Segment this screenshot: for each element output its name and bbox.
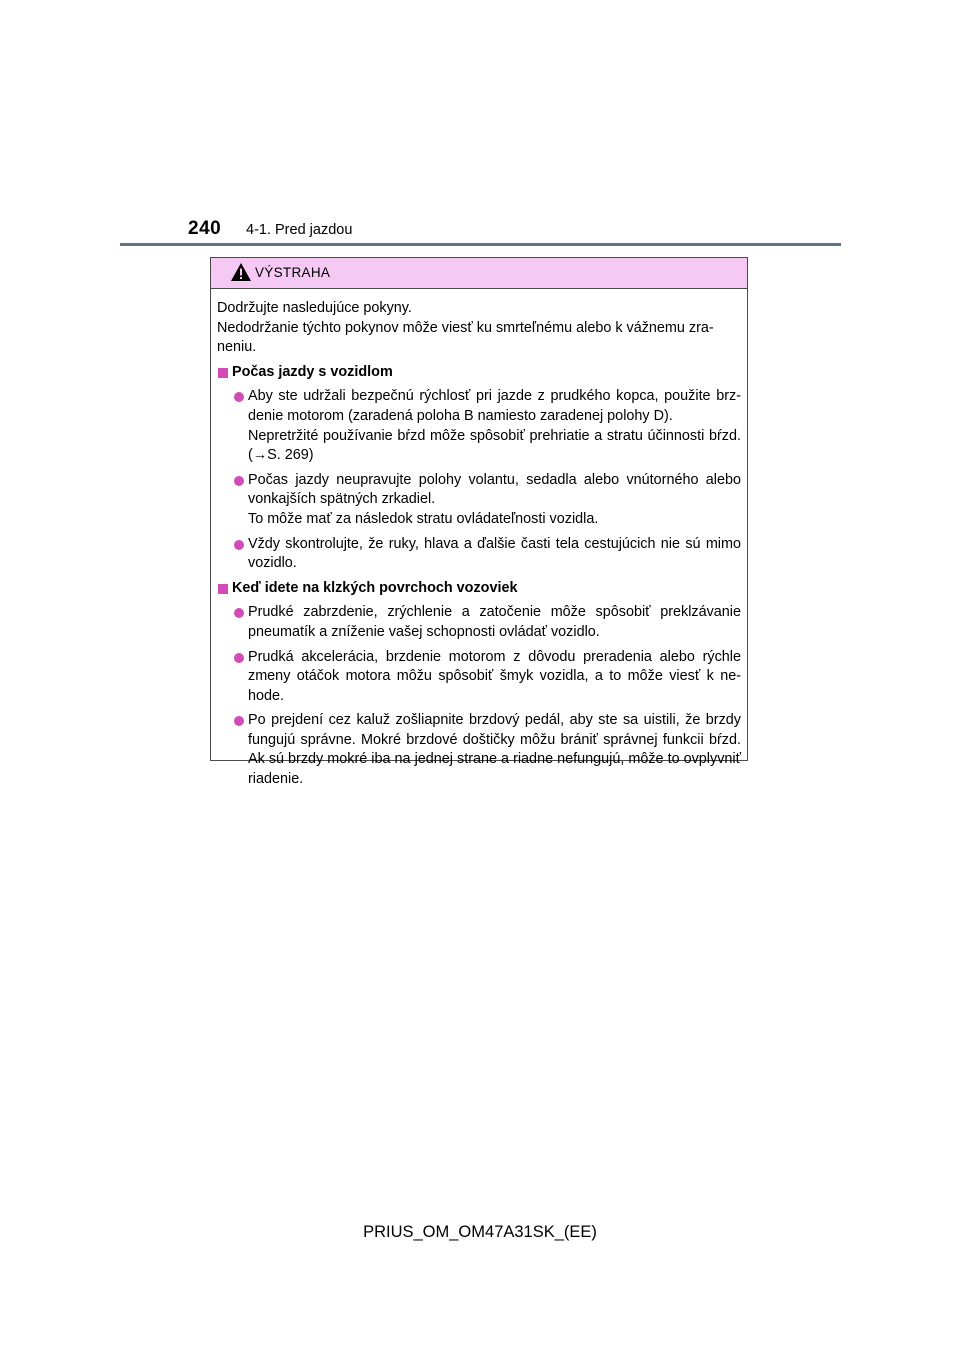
warning-group-driving — [217, 363, 741, 574]
group-heading — [217, 363, 741, 383]
group-heading — [217, 579, 741, 599]
circle-bullet-icon — [234, 716, 244, 726]
square-bullet-icon — [218, 368, 228, 378]
square-bullet-icon — [218, 584, 228, 594]
circle-bullet-icon — [234, 653, 244, 663]
circle-bullet-icon — [234, 476, 244, 486]
group-heading-text: Keď idete na klzkých povrchoch vozoviek — [232, 579, 518, 596]
item-text: Po prejdení cez kaluž zošliapnite brzdový pedál, aby ste sa uistili, že brzdy fungujú správne. Mokré brzdové doštičky môžu brániť správnej funkcii bŕzd. Ak sú brzdy mokré iba na jednej strane a riadne nefungujú, môže to ovplyvniť riadenie. — [248, 712, 741, 788]
item-text: Vždy skontrolujte, že ruky, hlava a ďalšie časti tela cestujúcich nie sú mimo vozidlo. — [248, 535, 741, 572]
item-text: Aby ste udržali bezpečnú rýchlosť pri jazde z prudkého kopca, použite brz-denie motorom (zaradená poloha B namiesto zaradenej polohy D). — [248, 388, 741, 424]
group-heading-text: Počas jazdy s vozidlom — [232, 363, 393, 380]
warning-item — [217, 535, 741, 574]
warning-box — [210, 257, 748, 788]
warning-intro — [217, 299, 741, 358]
page-number: 240 — [188, 218, 222, 239]
item-text: Prudké zabrzdenie, zrýchlenie a zatočenie môže spôsobiť preklzávanie pneumatík a zníženie vašej schopnosti ovládať vozidlo. — [248, 604, 741, 640]
intro-line: Dodržujte nasledujúce pokyny. — [217, 300, 412, 316]
warning-item — [217, 603, 741, 642]
warning-body — [211, 289, 747, 790]
warning-item — [217, 387, 741, 465]
item-text: Nepretržité používanie bŕzd môže spôsobiť prehriatie a stratu účinnosti bŕzd. (→S. 269) — [248, 427, 741, 464]
warning-item — [217, 648, 741, 707]
warning-triangle-icon — [230, 262, 252, 282]
circle-bullet-icon — [234, 608, 244, 618]
circle-bullet-icon — [234, 540, 244, 550]
item-text: Počas jazdy neupravujte polohy volantu, sedadla alebo vnútorného alebo vonkajších spätných zrkadiel. — [248, 471, 741, 508]
warning-item — [217, 711, 741, 789]
intro-line: Nedodržanie týchto pokynov môže viesť ku smrteľnému alebo k vážnemu zra-neniu. — [217, 319, 714, 356]
section-title: 4-1. Pred jazdou — [246, 222, 353, 238]
footer-document-code: PRIUS_OM_OM47A31SK_(EE) — [363, 1223, 597, 1241]
header-rule — [120, 243, 841, 246]
item-text: Prudká akcelerácia, brzdenie motorom z dôvodu preradenia alebo rýchle zmeny otáčok motora môžu spôsobiť šmyk vozidla, a to môže viesť k ne-hode. — [248, 648, 741, 704]
warning-item — [217, 471, 741, 530]
item-text: To môže mať za následok stratu ovládateľnosti vozidla. — [248, 510, 599, 527]
circle-bullet-icon — [234, 392, 244, 402]
warning-header — [211, 258, 747, 289]
warning-group-slippery — [217, 579, 741, 790]
warning-title: VÝSTRAHA — [255, 265, 331, 280]
